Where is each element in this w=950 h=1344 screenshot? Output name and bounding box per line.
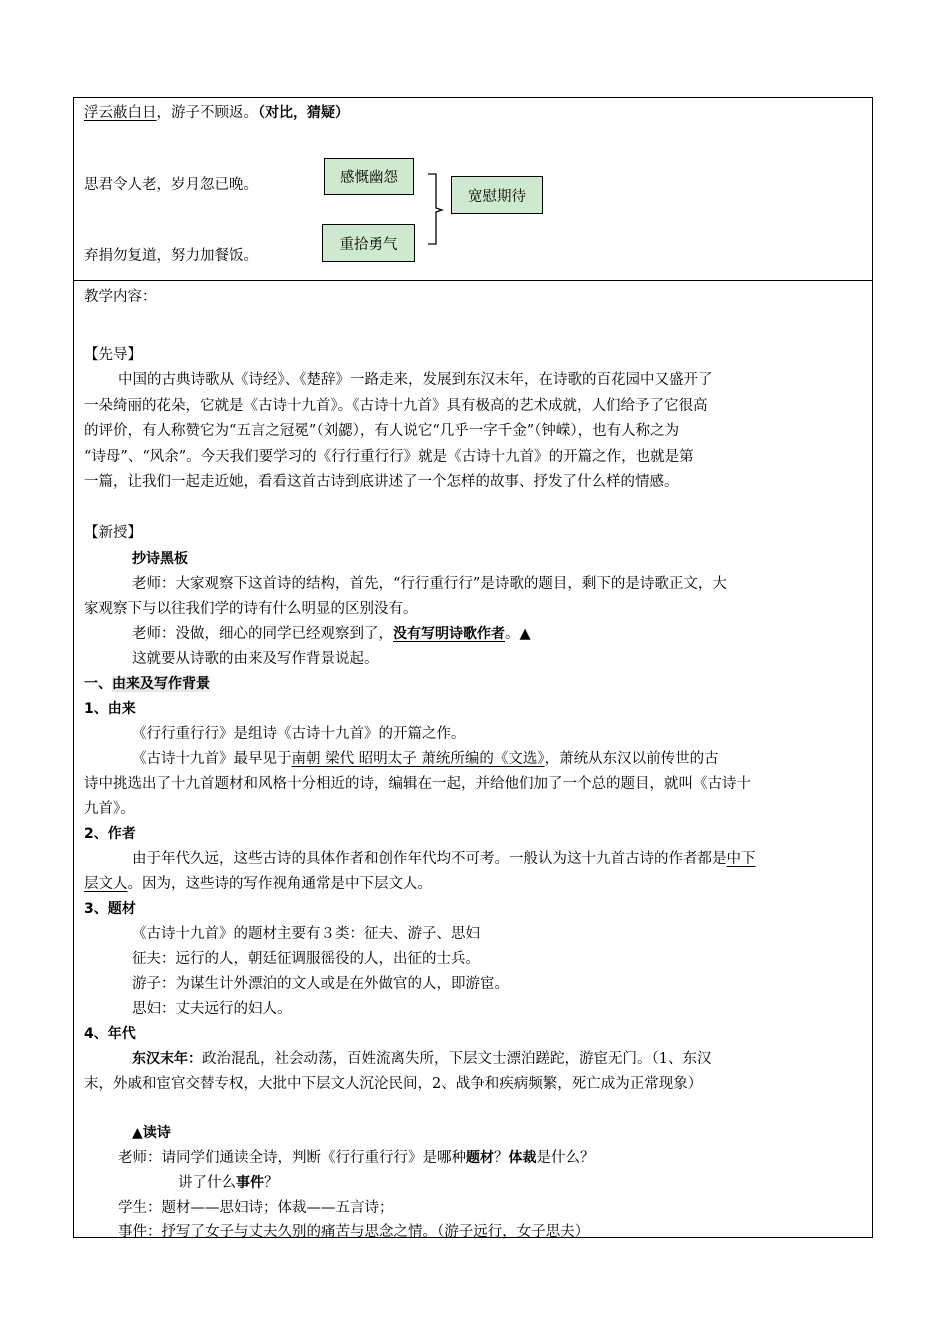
copy-poem: 抄诗黑板	[132, 551, 188, 567]
sub-2-text: 由于年代久远，这些古诗的具体作者和创作年代均不可考。一般认为这十九首古诗的作者都是中下	[132, 851, 756, 867]
intro-heading: 【先导】	[84, 347, 142, 363]
sub-4-text: 东汉末年：政治混乱，社会动荡，百姓流离失所，下层文士漂泊蹉跎，游宦无门。（1、东汉	[132, 1051, 712, 1067]
brace-connector	[424, 172, 446, 248]
sub-1-text: 九首》。	[84, 801, 135, 817]
read-poem-title: ▲读诗	[132, 1125, 171, 1141]
poem-structure-row	[74, 98, 872, 281]
sub-4-text: 末，外戚和宦官交替专权，大批中下层文人沉沦民间，2、战争和疾病频繁，死亡成为正常现象）	[84, 1076, 703, 1092]
sub-3-text: 《古诗十九首》的题材主要有３类：征夫、游子、思妇	[132, 926, 480, 942]
sub-3-title: 3、题材	[84, 901, 136, 917]
sub-3-text: 游子：为谋生计外漂泊的文人或是在外做官的人，即游宦。	[132, 976, 509, 992]
sub-2-text: 层文人。因为，这些诗的写作视角通常是中下层文人。	[84, 876, 432, 892]
read-question: 老师：请同学们通读全诗，判断《行行重行行》是哪种题材？体裁是什么？	[118, 1150, 595, 1166]
teacher-line-1b: 家观察下与以往我们学的诗有什么明显的区别没有。	[84, 601, 418, 617]
sub-1-title: 1、由来	[84, 701, 136, 717]
section-1-heading: 一、由来及写作背景	[84, 676, 210, 692]
new-heading: 【新授】	[84, 525, 142, 541]
student-answer: 学生：题材——思妇诗；体裁——五言诗；	[118, 1200, 394, 1216]
box-comfort: 宽慰期待	[451, 176, 543, 214]
intro-line: “诗母”、“风余”。今天我们要学习的《行行重行行》就是《古诗十九首》的开篇之作，也就是第	[84, 449, 694, 465]
sub-3-text: 征夫：远行的人，朝廷征调服徭役的人，出征的士兵。	[132, 951, 480, 967]
teaching-content-label: 教学内容：	[84, 289, 157, 305]
box-courage: 重拾勇气	[322, 224, 415, 262]
intro-line: 一朵绮丽的花朵，它就是《古诗十九首》。《古诗十九首》具有极高的艺术成就，人们给予了它很高	[84, 398, 708, 414]
poem-line-3: 弃捐勿复道，努力加餐饭。	[84, 248, 258, 264]
sub-1-text: 诗中挑选出了十九首题材和风格十分相近的诗，编辑在一起，并给他们加了一个总的题目，就叫《古诗十	[84, 776, 751, 792]
poem-line-2: 思君令人老，岁月忽已晚。	[84, 177, 258, 193]
sub-2-title: 2、作者	[84, 826, 136, 842]
teacher-line-1: 老师：大家观察下这首诗的结构，首先，“行行重行行”是诗歌的题目，剩下的是诗歌正文，大	[132, 576, 727, 592]
sub-3-text: 思妇：丈夫远行的妇人。	[132, 1001, 292, 1017]
sub-1-text: 《古诗十九首》最早见于南朝 梁代 昭明太子 萧统所编的《文选》，萧统从东汉以前传世的古	[132, 751, 719, 767]
intro-line: 一篇，让我们一起走近她，看看这首古诗到底讲述了一个怎样的故事、抒发了什么样的情感。	[84, 474, 679, 490]
sub-4-title: 4、年代	[84, 1026, 136, 1042]
sub-1-text: 《行行重行行》是组诗《古诗十九首》的开篇之作。	[132, 726, 466, 742]
teacher-line-2: 老师：没做，细心的同学已经观察到了，没有写明诗歌作者。▲	[132, 626, 531, 642]
intro-line: 的评价，有人称赞它为“五言之冠冕”（刘勰），有人说它“几乎一字千金”（钟嵘），也有人称之为	[84, 423, 680, 439]
intro-line: 中国的古典诗歌从《诗经》、《楚辞》一路走来，发展到东汉末年，在诗歌的百花园中又盛开了	[118, 372, 713, 388]
teacher-line-3: 这就要从诗歌的由来及写作背景说起。	[132, 651, 379, 667]
box-grief: 感慨幽怨	[324, 158, 414, 195]
lesson-table	[73, 97, 873, 1238]
event-answer: 事件：抒写了女子与丈夫久别的痛苦与思念之情。（游子远行，女子思夫）	[118, 1224, 590, 1240]
read-question-2: 讲了什么事件？	[178, 1175, 279, 1191]
poem-line-1: 浮云蔽白日，游子不顾返。（对比，猜疑）	[84, 105, 349, 121]
